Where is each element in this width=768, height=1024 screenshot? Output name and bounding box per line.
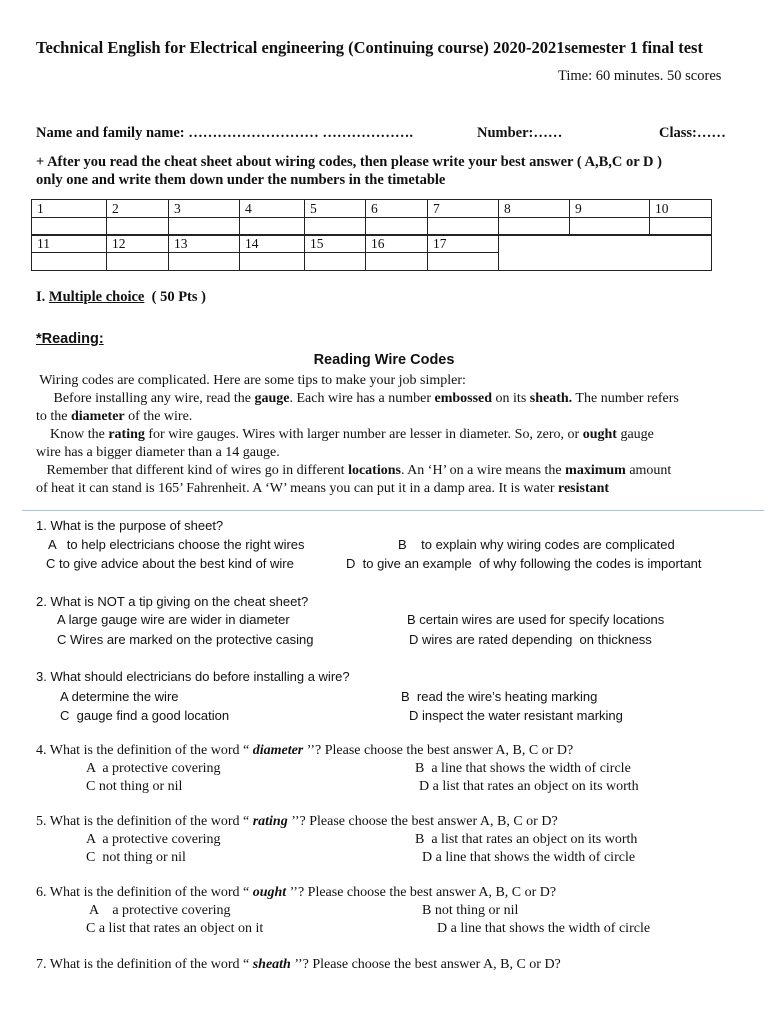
answer-number-cell: 11: [32, 235, 107, 253]
answer-blank-cell[interactable]: [305, 218, 366, 236]
keyword-maximum: maximum: [565, 463, 626, 478]
reading-paragraph: [36, 481, 609, 497]
answer-number-cell: 17: [428, 235, 499, 253]
answer-blank-cell[interactable]: [240, 218, 305, 236]
keyword-resistant: resistant: [558, 481, 610, 496]
keyword-locations: locations: [348, 463, 401, 478]
text-run: for wire gauges. Wires with larger number are lesser in diameter. So, zero, or: [144, 427, 583, 442]
question-keyword: sheath: [252, 957, 291, 972]
answer-grid-blank-row: [32, 218, 712, 236]
class-field-label: Class:……: [659, 125, 726, 141]
question-3-option-d[interactable]: D inspect the water resistant marking: [409, 708, 623, 723]
question-2-option-c[interactable]: C Wires are marked on the protective casing: [57, 632, 314, 647]
question-3-option-c[interactable]: C gauge find a good location: [60, 708, 230, 723]
answer-blank-cell[interactable]: [428, 253, 499, 271]
answer-blank-cell[interactable]: [107, 218, 169, 236]
test-title: Technical English for Electrical engineering (Continuing course) 2020-2021semester 1 final test: [36, 38, 703, 57]
question-5-option-d[interactable]: D a line that shows the width of circle: [422, 850, 636, 865]
question-2-stem: 2. What is NOT a tip giving on the cheat sheet?: [36, 594, 309, 609]
answer-grid-empty-area: [499, 235, 712, 271]
text-run: 7. What is the definition of the word “: [36, 957, 253, 972]
answer-grid-row-1: [31, 199, 712, 236]
question-7-stem: [36, 957, 561, 973]
instruction-line-2: only one and write them down under the numbers in the timetable: [36, 172, 446, 188]
question-6-option-c[interactable]: C a list that rates an object on it: [86, 921, 264, 936]
text-run: Remember that different kind of wires go in different: [36, 463, 349, 478]
question-2-option-a[interactable]: A large gauge wire are wider in diameter: [57, 612, 290, 627]
text-run: ’’? Please choose the best answer A, B, C or D?: [286, 885, 557, 900]
question-2-option-d[interactable]: D wires are rated depending on thickness: [409, 632, 652, 647]
question-keyword: ought: [252, 885, 287, 900]
answer-blank-cell[interactable]: [428, 218, 499, 236]
keyword-rating: rating: [108, 427, 145, 442]
time-and-scores: Time: 60 minutes. 50 scores: [558, 68, 722, 84]
text-run: Know the: [36, 427, 109, 442]
reading-paragraph: Wiring codes are complicated. Here are some tips to make your job simpler:: [36, 373, 466, 388]
text-run: The number refers: [572, 391, 679, 406]
question-1-option-b[interactable]: B to explain why wiring codes are complicated: [398, 537, 675, 552]
text-run: ’’? Please choose the best answer A, B, C or D?: [303, 743, 574, 758]
reading-paragraph: wire has a bigger diameter than a 14 gauge.: [36, 445, 280, 460]
answer-blank-cell[interactable]: [499, 218, 570, 236]
answer-number-cell: 1: [32, 200, 107, 218]
answer-number-cell: 6: [366, 200, 428, 218]
answer-blank-cell[interactable]: [650, 218, 712, 236]
question-1-option-a[interactable]: A to help electricians choose the right wires: [48, 537, 305, 552]
answer-number-cell: 5: [305, 200, 366, 218]
answer-number-cell: 8: [499, 200, 570, 218]
text-run: . An ‘H’ on a wire means the: [400, 463, 566, 478]
answer-number-cell: 15: [305, 235, 366, 253]
name-field-label: Name and family name: ……………………… ……………….: [36, 125, 413, 141]
reading-paragraph: [36, 409, 192, 425]
text-run: 5. What is the definition of the word “: [36, 814, 253, 829]
answer-number-cell: 16: [366, 235, 428, 253]
article-title: Reading Wire Codes: [313, 352, 455, 368]
keyword-diameter: diameter: [71, 409, 125, 424]
question-3-stem: 3. What should electricians do before installing a wire?: [36, 669, 350, 684]
reading-paragraph: [36, 391, 679, 407]
question-5-stem: [36, 814, 558, 830]
answer-blank-cell[interactable]: [366, 218, 428, 236]
question-6-option-a[interactable]: A a protective covering: [89, 903, 231, 918]
question-3-option-a[interactable]: A determine the wire: [60, 689, 179, 704]
keyword-embossed: embossed: [434, 391, 493, 406]
text-run: to the: [36, 409, 71, 424]
answer-blank-cell[interactable]: [32, 218, 107, 236]
question-6-stem: [36, 885, 556, 901]
text-run: of heat it can stand is 165’ Fahrenheit. A ‘W’ means you can put it in a damp area. It is water: [36, 481, 558, 496]
instruction-line-1: + After you read the cheat sheet about wiring codes, then please write your best answer ( A,B,C or D ): [36, 154, 662, 170]
section-divider: [22, 510, 764, 511]
text-run: on its: [492, 391, 530, 406]
question-5-option-c[interactable]: C not thing or nil: [86, 850, 186, 865]
answer-blank-cell[interactable]: [305, 253, 366, 271]
question-5-option-a[interactable]: A a protective covering: [86, 832, 221, 847]
text-run: . Each wire has a number: [289, 391, 435, 406]
keyword-ought: ought: [582, 427, 617, 442]
question-4-option-d[interactable]: D a list that rates an object on its worth: [419, 779, 639, 794]
question-1-option-c[interactable]: C to give advice about the best kind of wire: [46, 556, 294, 571]
answer-grid-number-row: [32, 200, 712, 218]
answer-blank-cell[interactable]: [366, 253, 428, 271]
answer-grid-number-row: [32, 235, 712, 253]
text-run: 6. What is the definition of the word “: [36, 885, 253, 900]
section-prefix: I.: [36, 289, 49, 305]
question-1-option-d[interactable]: D to give an example of why following the codes is important: [346, 556, 702, 571]
question-2-option-b[interactable]: B certain wires are used for specify locations: [407, 612, 665, 627]
number-field-label: Number:……: [477, 125, 563, 141]
question-6-option-d[interactable]: D a line that shows the width of circle: [437, 921, 651, 936]
text-run: Before installing any wire, read the: [36, 391, 255, 406]
answer-blank-cell[interactable]: [107, 253, 169, 271]
answer-blank-cell[interactable]: [32, 253, 107, 271]
question-4-option-a[interactable]: A a protective covering: [86, 761, 221, 776]
answer-number-cell: 10: [650, 200, 712, 218]
answer-number-cell: 13: [169, 235, 240, 253]
answer-number-cell: 12: [107, 235, 169, 253]
section-name: Multiple choice: [48, 289, 145, 305]
answer-number-cell: 9: [570, 200, 650, 218]
answer-number-cell: 14: [240, 235, 305, 253]
text-run: ’’? Please choose the best answer A, B, C or D?: [290, 957, 561, 972]
text-run: 4. What is the definition of the word “: [36, 743, 253, 758]
answer-number-cell: 3: [169, 200, 240, 218]
question-3-option-b[interactable]: B read the wire’s heating marking: [401, 689, 598, 704]
answer-grid-row-2: [31, 234, 712, 271]
question-5-option-b[interactable]: B a list that rates an object on its worth: [415, 832, 638, 847]
answer-blank-cell[interactable]: [169, 218, 240, 236]
answer-blank-cell[interactable]: [570, 218, 650, 236]
answer-number-cell: 4: [240, 200, 305, 218]
answer-number-cell: 7: [428, 200, 499, 218]
question-keyword: diameter: [252, 743, 304, 758]
reading-heading: *Reading:: [36, 331, 104, 347]
text-run: amount: [625, 463, 672, 478]
answer-blank-cell[interactable]: [240, 253, 305, 271]
text-run: of the wire.: [124, 409, 193, 424]
text-run: gauge: [616, 427, 654, 442]
answer-number-cell: 2: [107, 200, 169, 218]
keyword-gauge: gauge: [254, 391, 290, 406]
question-4-option-c[interactable]: C not thing or nil: [86, 779, 183, 794]
question-6-option-b[interactable]: B not thing or nil: [422, 903, 519, 918]
reading-paragraph: [36, 463, 671, 479]
question-keyword: rating: [252, 814, 288, 829]
answer-blank-cell[interactable]: [169, 253, 240, 271]
section-heading: [36, 289, 206, 306]
section-points: ( 50 Pts ): [144, 289, 206, 305]
keyword-sheath: sheath.: [529, 391, 573, 406]
question-4-option-b[interactable]: B a line that shows the width of circle: [415, 761, 631, 776]
question-4-stem: [36, 743, 573, 759]
question-1-stem: 1. What is the purpose of sheet?: [36, 518, 224, 533]
reading-paragraph: [36, 427, 654, 443]
text-run: ’’? Please choose the best answer A, B, C or D?: [287, 814, 558, 829]
